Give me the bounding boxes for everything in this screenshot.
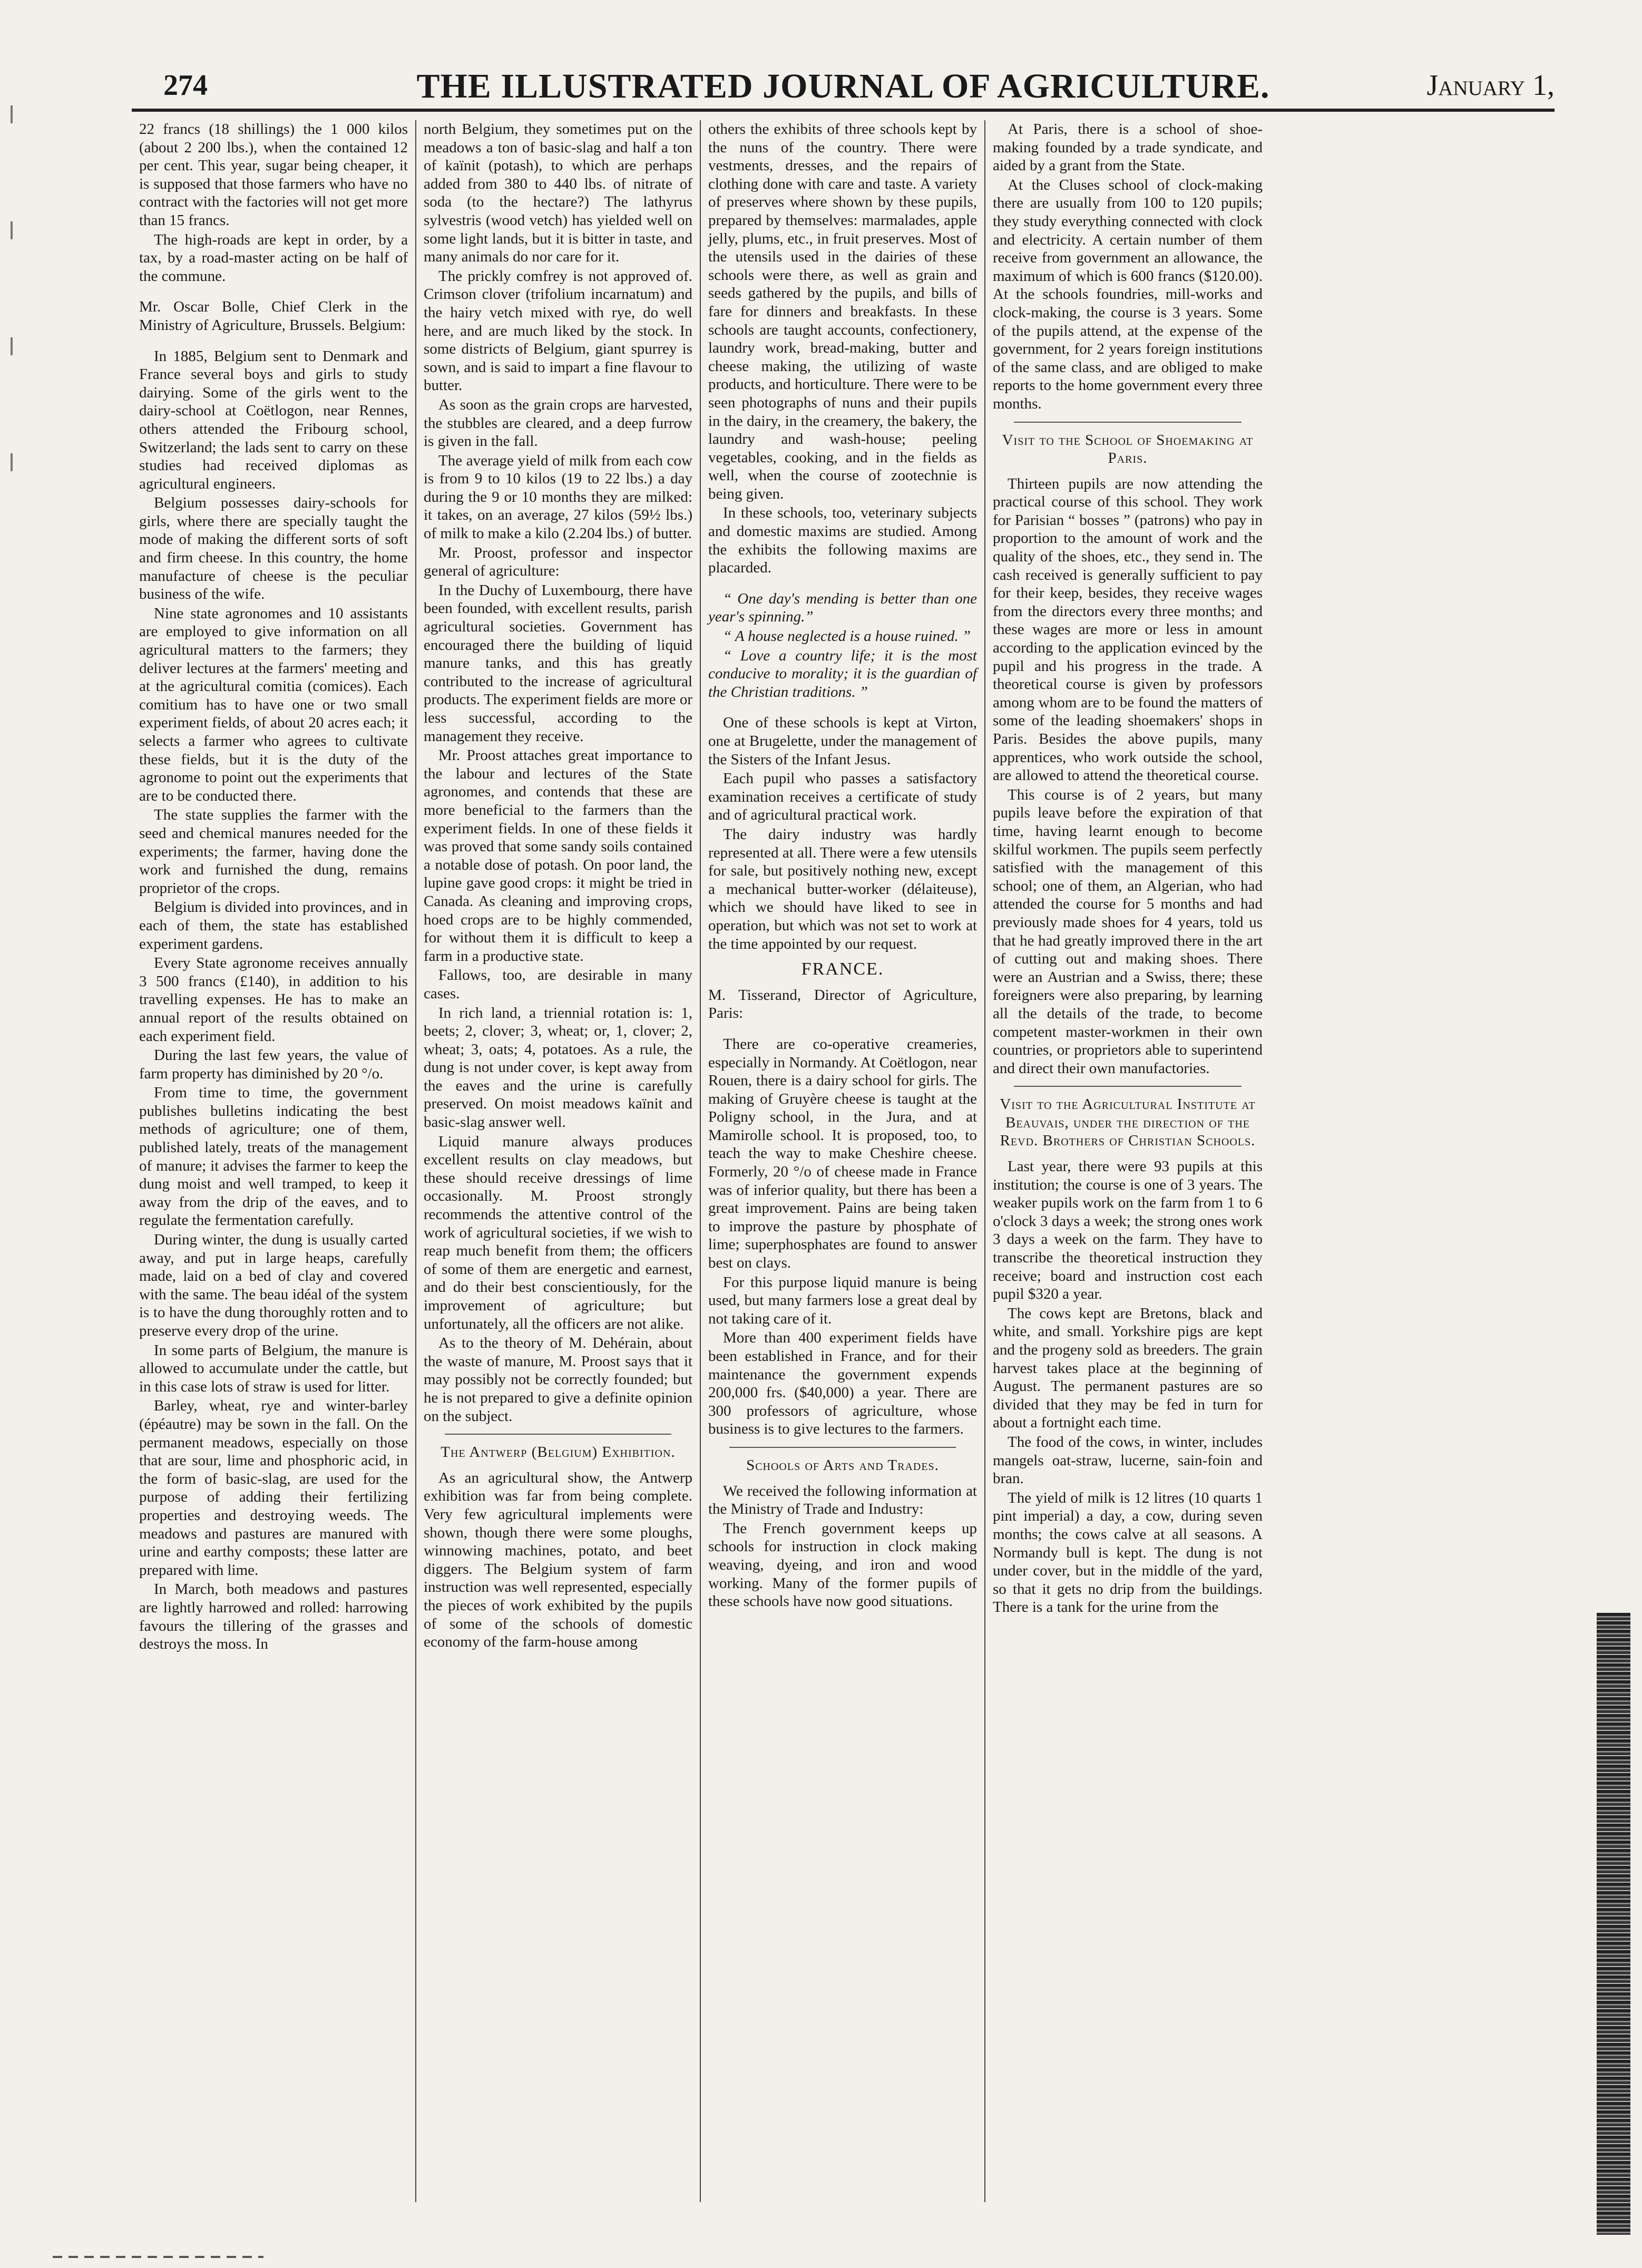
page-number: 274 <box>163 69 208 102</box>
paragraph: The food of the cows, in winter, includes mangels oat-straw, lucerne, sain-foin and bran. <box>993 1433 1263 1487</box>
column-1 <box>132 120 416 2202</box>
paragraph: This course is of 2 years, but many pupils leave before the expiration of that time, having learnt enough to become skilful workmen. The pupils seem perfectly satisfied with the management of this school; one of them, an Algerian, who had attended the course for 5 months and had previously made shoes for 4 years, told us that he had greatly improved there in the art of cutting out and making shoes. There were an Austrian and a Swiss, there; these foreigners were also preparing, by learning all the details of the trade, to become competent master-workmen in their own countries, or proprietors able to superintend and direct their own manufactories. <box>993 786 1263 1077</box>
maxim-quote: “ One day's mending is better than one year's spinning.” <box>708 590 977 626</box>
section-heading: FRANCE. <box>801 959 884 979</box>
paragraph: The state supplies the farmer with the seed and chemical manures needed for the experiments; the farmer, having done the work and furnished the dung, remains proprietor of the crops. <box>139 806 408 897</box>
paragraph: The dairy industry was hardly represented at all. There were a few utensils for sale, but positively nothing new, except a mechanical butter-worker (délaiteuse), which we should have liked to see in operation, but which was not set to work at the time appointed by our request. <box>708 825 977 952</box>
paragraph: For this purpose liquid manure is being used, but many farmers lose a great deal by not taking care of it. <box>708 1273 977 1327</box>
paragraph: More than 400 experiment fields have been established in France, and for their maintenance the government expends 200,000 frs. ($40,000) a year. There are 300 professors of agriculture, whose business is to give lectures to the farmers. <box>708 1329 977 1438</box>
issue-date: January 1, <box>1426 69 1555 102</box>
journal-title: THE ILLUSTRATED JOURNAL OF AGRICULTURE. <box>416 67 1270 105</box>
paragraph: The high-roads are kept in order, by a tax, by a road-master acting on be half of the commune. <box>139 231 408 285</box>
section-heading: The Antwerp (Belgium) Exhibition. <box>441 1444 676 1461</box>
section-rule <box>729 1447 956 1448</box>
speaker-heading: Mr. Oscar Bolle, Chief Clerk in the Ministry of Agriculture, Brussels. Belgium: <box>139 298 408 334</box>
columns <box>132 120 1555 2202</box>
speaker-heading: M. Tisserand, Director of Agriculture, Paris: <box>708 986 977 1022</box>
paragraph: During the last few years, the value of farm property has diminished by 20 °/o. <box>139 1047 408 1082</box>
section-rule <box>445 1434 671 1435</box>
paragraph: Mr. Proost attaches great importance to the labour and lectures of the State agronomes, and contends that these are more beneficial to the farmers than the experiment fields. In one of these fields it was proved that some sandy soils contained a notable dose of potash. On poor land, the lupine gave good crops: it might be tried in Canada. As cleaning and improving crops, hoed crops are to be highly commended, for without them it is difficult to keep a farm in a productive state. <box>424 747 692 965</box>
paragraph: As soon as the grain crops are harvested, the stubbles are cleared, and a deep furrow is given in the fall. <box>424 396 692 450</box>
paragraph: Barley, wheat, rye and winter-barley (épéautre) may be sown in the fall. On the permanent meadows, especially on those that are sour, lime and phosphoric acid, in the form of basic-slag, are used for the purpose of adding their fertilizing properties and destroying weeds. The meadows and pastures are manured with urine and earthy composts; these latter are prepared with lime. <box>139 1397 408 1579</box>
paragraph: Thirteen pupils are now attending the practical course of this school. They work for Parisian “ bosses ” (patrons) who pay in proportion to the amount of work and the quality of the shoes, etc., they send in. The cash received is generally sufficient to pay for their keep, besides, they receive wages from the directors every three months; and these wages are more or less in amount according to the application evinced by the pupil and his progress in the trade. A theoretical course is given by professors among whom are to be found the matters of some of the leading shoemakers' shops in Paris. Besides the above pupils, many apprentices, who work outside the school, are allowed to attend the theoretical course. <box>993 475 1263 784</box>
paragraph: There are co-operative creameries, especially in Normandy. At Coëtlogon, near Rouen, there is a dairy school for girls. The making of Gruyère cheese is taught at the Poligny school, in the Jura, and at Mamirolle school. It is proposed, too, to teach the way to make Cheshire cheese. Formerly, 20 °/o of cheese made in France was of inferior quality, but there has been a great improvement. Pains are being taken to improve the pasture by phosphate of lime; superphosphates are found to answer best on clays. <box>708 1035 977 1272</box>
paragraph: The French government keeps up schools for instruction in clock making weaving, dyeing, and iron and wood working. Many of the former pupils of these schools have now good situations. <box>708 1520 977 1610</box>
paragraph: During winter, the dung is usually carted away, and put in large heaps, carefully made, laid on a bed of clay and covered with the same. The beau idéal of the system is to have the dung thoroughly rotten and to preserve every drop of the urine. <box>139 1231 408 1339</box>
paragraph: From time to time, the government publishes bulletins indicating the best methods of agriculture; one of them, published lately, treats of the management of manure; it advises the farmer to keep the dung moist and well tramped, to keep it away from the drip of the eaves, and to regulate the fermentation carefully. <box>139 1084 408 1229</box>
paragraph: Mr. Proost, professor and inspector general of agriculture: <box>424 544 692 580</box>
page-header <box>132 63 1555 112</box>
margin-mark <box>11 221 13 239</box>
paragraph: At Paris, there is a school of shoe-making founded by a trade syndicate, and aided by a grant from the State. <box>993 121 1263 174</box>
paragraph: The prickly comfrey is not approved of. Crimson clover (trifolium incarnatum) and the hairy vetch mixed with rye, do well here, and are much liked by the stock. In some districts of Belgium, giant spurrey is sown, and is said to impart a fine flavour to butter. <box>424 267 692 394</box>
paragraph: Fallows, too, are desirable in many cases. <box>424 967 692 1002</box>
newspaper-page <box>132 63 1555 2203</box>
paragraph: In some parts of Belgium, the manure is allowed to accumulate under the cattle, but in this case lots of straw is used for litter. <box>139 1341 408 1395</box>
paragraph: north Belgium, they sometimes put on the meadows a ton of basic-slag and half a ton of kaïnit (potash), to which are perhaps added from 380 to 440 lbs. of nitrate of soda (to the hectare?) The lathyrus sylvestris (wood vetch) has yielded well on some light lands, but it is bitter in taste, and many animals do nor care for it. <box>424 121 692 266</box>
paragraph: In March, both meadows and pastures are lightly harrowed and rolled: harrowing favours the tillering of the grasses and destroys the moss. In <box>139 1581 408 1653</box>
column-2 <box>416 120 701 2202</box>
paragraph: We received the following information at the Ministry of Trade and Industry: <box>708 1482 977 1518</box>
scan-artifact <box>53 2256 263 2258</box>
paragraph: In 1885, Belgium sent to Denmark and France several boys and girls to study dairying. Some of the girls went to the dairy-school at Coëtlogon, near Rennes, others attended the Fribourg school, Switzerland; the lads sent to carry on these studies had received diplomas as agricultural engineers. <box>139 347 408 492</box>
paragraph: The cows kept are Bretons, black and white, and small. Yorkshire pigs are kept and the progeny sold as breeders. The grain harvest takes place at the beginning of August. The permanent pastures are so divided that they may be fed in turn for about a fortnight each time. <box>993 1305 1263 1432</box>
paragraph: Last year, there were 93 pupils at this institution; the course is one of 3 years. The weaker pupils work on the farm from 1 to 6 o'clock 3 days a week; the strong ones work 3 days a week on the farm. They have to transcribe the theoretical instruction they receive; board and instruction cost each pupil $320 a year. <box>993 1158 1263 1303</box>
paragraph: Belgium possesses dairy-schools for girls, where there are specially taught the mode of making the different sorts of soft and firm cheese. In this country, the home manufacture of cheese is the peculiar business of the wife. <box>139 494 408 603</box>
paragraph: One of these schools is kept at Virton, one at Brugelette, under the management of the Sisters of the Infant Jesus. <box>708 714 977 768</box>
paragraph: Each pupil who passes a satisfactory examination receives a certificate of study and of agricultural practical work. <box>708 770 977 824</box>
margin-mark <box>11 453 13 471</box>
paragraph: Every State agronome receives annually 3 500 francs (£140), in addition to his travelling expenses. He has to make an annual report of the results obtained on each experiment field. <box>139 955 408 1045</box>
paragraph: At the Cluses school of clock-making there are usually from 100 to 120 pupils; they study everything connected with clock and electricity. A certain number of them receive from government an allowance, the maximum of which is 600 francs ($120.00). At the schools foundries, mill-works and clock-making, the course is 3 years. Some of the pupils attend, at the expense of the government, for 2 years foreign institutions of the same class, and are obliged to make reports to the home government every three months. <box>993 176 1263 412</box>
paragraph: Liquid manure always produces excellent results on clay meadows, but these should receive dressings of lime occasionally. M. Proost strongly recommends the attentive control of the work of agricultural societies, if we wish to reap much benefit from them; the officers of some of them are energetic and earnest, and do their best conscientiously, for the improvement of agriculture; but unfortunately, all the officers are not alike. <box>424 1133 692 1332</box>
paragraph: 22 francs (18 shillings) the 1 000 kilos (about 2 200 lbs.), when the contained 12 per cent. This year, sugar being cheaper, it is supposed that those farmers who have no contract with the factories will not get more than 15 francs. <box>139 121 408 229</box>
paragraph: The average yield of milk from each cow is from 9 to 10 kilos (19 to 22 lbs.) a day during the 9 or 10 months they are milked: it takes, on an average, 27 kilos (59½ lbs.) of milk to make a kilo (2.204 lbs.) of butter. <box>424 452 692 542</box>
section-heading: Visit to the School of Shoemaking at Paris. <box>1002 431 1254 467</box>
paragraph: Nine state agronomes and 10 assistants are employed to give information on all agricultural matters to the farmers; they deliver lectures at the farmers' meeting and at the agricultural comitia (comices). Each comitium has to have one or two small experiment fields, of about 20 acres each; it selects a farmer who agrees to cultivate these fields, but it is the duty of the agronome to point out the experiments that are to be conducted there. <box>139 605 408 804</box>
paragraph: In rich land, a triennial rotation is: 1, beets; 2, clover; 3, wheat; or, 1, clover; 2, wheat; 3, oats; 4, potatoes. As a rule, the dung is not under cover, is kept away from the eaves and the urine is carefully preserved. On moist meadows kaïnit and basic-slag answer well. <box>424 1004 692 1131</box>
section-heading: Schools of Arts and Trades. <box>746 1456 939 1474</box>
paragraph: As an agricultural show, the Antwerp exhibition was far from being complete. Very few agricultural implements were shown, though there were some ploughs, winnowing machines, potato, and beet diggers. The Belgium system of farm instruction was well represented, especially the pieces of work exhibited by the pupils of some of the schools of domestic economy of the farm-house among <box>424 1469 692 1651</box>
margin-mark <box>11 337 13 355</box>
margin-mark <box>11 105 13 123</box>
scan-edge-stripe <box>1597 1613 1630 2235</box>
paragraph: others the exhibits of three schools kept by the nuns of the country. There were vestments, dresses, and the repairs of clothing done with care and taste. A variety of preserves where shown by these pupils, prepared by themselves: marmalades, apple jelly, plums, etc., in fruit preserves. Most of the utensils used in the dairies of these schools were there, as well as grain and seeds gathered by the pupils, and bills of fare for dinners and breakfasts. In these schools are taught accounts, confectionery, laundry work, bread-making, butter and cheese making, the utilizing of waste products, and horticulture. There were to be seen photographs of nuns and their pupils in the dairy, in the creamery, the bakery, the laundry and wash-house; peeling vegetables, cooking, and in the fields as well, when the course of zootechnie is being given. <box>708 121 977 502</box>
paragraph: Belgium is divided into provinces, and in each of them, the state has established experiment gardens. <box>139 899 408 952</box>
paragraph: In these schools, too, veterinary subjects and domestic maxims are studied. Among the exhibits the following maxims are placarded. <box>708 504 977 577</box>
maxim-quote: “ Love a country life; it is the most conducive to morality; it is the guardian of the Christian traditions. ” <box>708 647 977 700</box>
section-heading: Visit to the Agricultural Institute at Beauvais, under the direction of the Revd. Brothers of Christian Schools. <box>1000 1096 1256 1150</box>
section-rule <box>1014 1086 1242 1087</box>
paragraph: The yield of milk is 12 litres (10 quarts 1 pint imperial) a day, a cow, during seven months; the cows calve at all seasons. A Normandy bull is kept. The dung is not under cover, but in the middle of the yard, so that it gets no drip from the buildings. There is a tank for the urine from the <box>993 1489 1263 1616</box>
paragraph: In the Duchy of Luxembourg, there have been founded, with excellent results, parish agricultural societies. Government has encouraged there the building of liquid manure tanks, and this has greatly contributed to the increase of agricultural products. The experiment fields are more or less successful, according to the management they receive. <box>424 581 692 745</box>
maxim-quote: “ A house neglected is a house ruined. ” <box>723 628 971 645</box>
section-rule <box>1014 422 1242 423</box>
column-3 <box>701 120 985 2202</box>
paragraph: As to the theory of M. Dehérain, about the waste of manure, M. Proost says that it may possibly not be correctly founded; but he is not prepared to give a definite opinion on the subject. <box>424 1335 692 1425</box>
column-4 <box>985 120 1270 2202</box>
